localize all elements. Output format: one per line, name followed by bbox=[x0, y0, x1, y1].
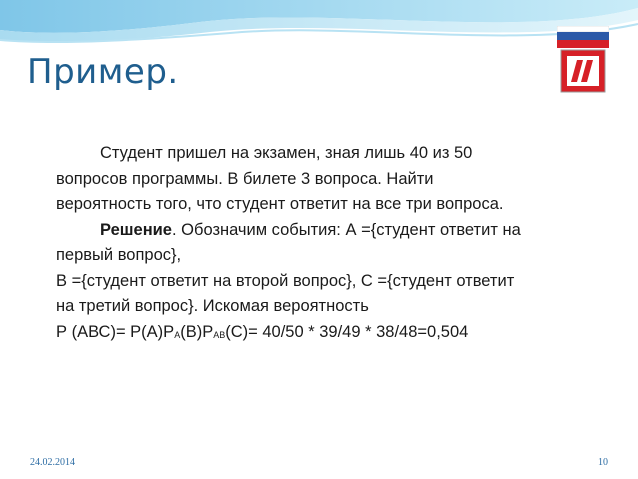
formula-part-3: (С)= 40/50 * 39/49 * 38/48=0,504 bbox=[225, 322, 469, 341]
line6: В ={студент ответит на второй вопрос}, С ={студент ответит bbox=[56, 271, 515, 290]
page-number: 10 bbox=[598, 457, 608, 468]
line4-rest: . Обозначим события: А ={студент ответит на bbox=[172, 220, 521, 239]
line2: вопросов программы. В билете 3 вопроса. Найти bbox=[56, 169, 434, 188]
formula-part-2: (В)Р bbox=[180, 322, 214, 341]
formula-subscript-1: А bbox=[174, 329, 181, 340]
solution-label: Решение bbox=[100, 220, 172, 239]
formula-subscript-2: АВ bbox=[213, 329, 226, 340]
slide-title: Пример. bbox=[27, 52, 179, 92]
line5: первый вопрос}, bbox=[56, 246, 182, 264]
problem-line bbox=[56, 141, 566, 167]
emblem-logo bbox=[557, 26, 609, 96]
footer-date: 24.02.2014 bbox=[30, 457, 75, 468]
formula-part-1: Р (АВС)= Р(А)Р bbox=[56, 322, 175, 341]
solution-line bbox=[56, 218, 566, 244]
line7: на третий вопрос}. Искомая вероятность bbox=[56, 297, 369, 315]
line1: Студент пришел на экзамен, зная лишь 40 из 50 bbox=[100, 144, 473, 162]
problem-text bbox=[56, 141, 566, 348]
formula-line bbox=[56, 320, 566, 349]
line3: вероятность того, что студент ответит на все три вопроса. bbox=[56, 195, 504, 213]
header-wave-decoration bbox=[0, 0, 638, 60]
